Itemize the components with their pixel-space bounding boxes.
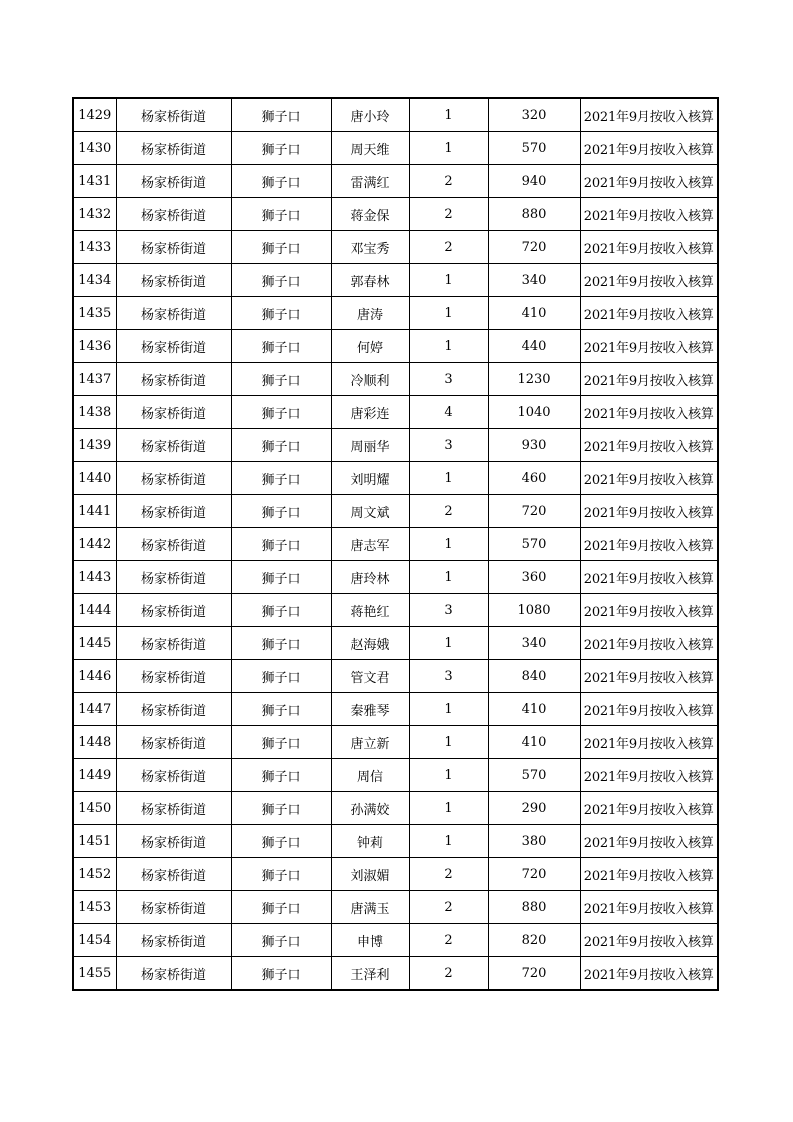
household-count: 2 [409, 924, 488, 957]
amount-value: 460 [488, 462, 580, 495]
person-name: 唐满玉 [331, 891, 409, 924]
street-name: 杨家桥街道 [116, 792, 231, 825]
note-text: 2021年9月按收入核算 [580, 528, 718, 561]
amount-value: 320 [488, 98, 580, 132]
street-name: 杨家桥街道 [116, 858, 231, 891]
community-name: 狮子口 [231, 825, 331, 858]
note-text: 2021年9月按收入核算 [580, 924, 718, 957]
person-name: 周信 [331, 759, 409, 792]
community-name: 狮子口 [231, 693, 331, 726]
person-name: 郭春林 [331, 264, 409, 297]
table-row [73, 957, 718, 991]
amount-value: 880 [488, 891, 580, 924]
community-name: 狮子口 [231, 660, 331, 693]
table-row [73, 297, 718, 330]
person-name: 唐涛 [331, 297, 409, 330]
table-row [73, 627, 718, 660]
community-name: 狮子口 [231, 330, 331, 363]
person-name: 何婷 [331, 330, 409, 363]
row-number: 1455 [73, 957, 116, 991]
community-name: 狮子口 [231, 231, 331, 264]
note-text: 2021年9月按收入核算 [580, 98, 718, 132]
household-count: 4 [409, 396, 488, 429]
street-name: 杨家桥街道 [116, 825, 231, 858]
table-row [73, 792, 718, 825]
community-name: 狮子口 [231, 726, 331, 759]
amount-value: 720 [488, 957, 580, 991]
street-name: 杨家桥街道 [116, 561, 231, 594]
table-row [73, 693, 718, 726]
row-number: 1435 [73, 297, 116, 330]
table-row [73, 594, 718, 627]
note-text: 2021年9月按收入核算 [580, 165, 718, 198]
household-count: 1 [409, 297, 488, 330]
amount-value: 440 [488, 330, 580, 363]
table-row [73, 825, 718, 858]
household-count: 1 [409, 792, 488, 825]
person-name: 刘淑媚 [331, 858, 409, 891]
street-name: 杨家桥街道 [116, 528, 231, 561]
amount-value: 720 [488, 495, 580, 528]
table-row [73, 396, 718, 429]
community-name: 狮子口 [231, 759, 331, 792]
household-count: 1 [409, 825, 488, 858]
person-name: 秦雅琴 [331, 693, 409, 726]
household-count: 1 [409, 561, 488, 594]
household-count: 1 [409, 627, 488, 660]
community-name: 狮子口 [231, 462, 331, 495]
note-text: 2021年9月按收入核算 [580, 231, 718, 264]
amount-value: 570 [488, 132, 580, 165]
household-count: 3 [409, 363, 488, 396]
note-text: 2021年9月按收入核算 [580, 759, 718, 792]
amount-value: 820 [488, 924, 580, 957]
community-name: 狮子口 [231, 132, 331, 165]
records-table [72, 97, 719, 991]
household-count: 2 [409, 165, 488, 198]
household-count: 1 [409, 528, 488, 561]
amount-value: 1080 [488, 594, 580, 627]
note-text: 2021年9月按收入核算 [580, 297, 718, 330]
person-name: 唐志军 [331, 528, 409, 561]
amount-value: 380 [488, 825, 580, 858]
street-name: 杨家桥街道 [116, 495, 231, 528]
person-name: 雷满红 [331, 165, 409, 198]
note-text: 2021年9月按收入核算 [580, 693, 718, 726]
amount-value: 410 [488, 297, 580, 330]
table-row [73, 231, 718, 264]
note-text: 2021年9月按收入核算 [580, 363, 718, 396]
community-name: 狮子口 [231, 98, 331, 132]
row-number: 1445 [73, 627, 116, 660]
table-row [73, 264, 718, 297]
amount-value: 1230 [488, 363, 580, 396]
note-text: 2021年9月按收入核算 [580, 264, 718, 297]
street-name: 杨家桥街道 [116, 594, 231, 627]
note-text: 2021年9月按收入核算 [580, 891, 718, 924]
household-count: 1 [409, 264, 488, 297]
household-count: 2 [409, 231, 488, 264]
person-name: 蒋金保 [331, 198, 409, 231]
row-number: 1444 [73, 594, 116, 627]
amount-value: 940 [488, 165, 580, 198]
table-row [73, 198, 718, 231]
household-count: 2 [409, 891, 488, 924]
community-name: 狮子口 [231, 792, 331, 825]
amount-value: 410 [488, 726, 580, 759]
row-number: 1437 [73, 363, 116, 396]
household-count: 2 [409, 198, 488, 231]
community-name: 狮子口 [231, 495, 331, 528]
street-name: 杨家桥街道 [116, 98, 231, 132]
row-number: 1449 [73, 759, 116, 792]
table-row [73, 660, 718, 693]
note-text: 2021年9月按收入核算 [580, 726, 718, 759]
row-number: 1436 [73, 330, 116, 363]
street-name: 杨家桥街道 [116, 462, 231, 495]
row-number: 1443 [73, 561, 116, 594]
table-row [73, 132, 718, 165]
community-name: 狮子口 [231, 396, 331, 429]
amount-value: 340 [488, 627, 580, 660]
amount-value: 720 [488, 858, 580, 891]
street-name: 杨家桥街道 [116, 198, 231, 231]
row-number: 1442 [73, 528, 116, 561]
person-name: 唐小玲 [331, 98, 409, 132]
street-name: 杨家桥街道 [116, 297, 231, 330]
household-count: 1 [409, 462, 488, 495]
household-count: 1 [409, 759, 488, 792]
household-count: 1 [409, 132, 488, 165]
community-name: 狮子口 [231, 627, 331, 660]
household-count: 1 [409, 693, 488, 726]
table-row [73, 726, 718, 759]
community-name: 狮子口 [231, 429, 331, 462]
note-text: 2021年9月按收入核算 [580, 858, 718, 891]
person-name: 冷顺利 [331, 363, 409, 396]
person-name: 蒋艳红 [331, 594, 409, 627]
person-name: 邓宝秀 [331, 231, 409, 264]
street-name: 杨家桥街道 [116, 759, 231, 792]
community-name: 狮子口 [231, 561, 331, 594]
note-text: 2021年9月按收入核算 [580, 132, 718, 165]
street-name: 杨家桥街道 [116, 165, 231, 198]
street-name: 杨家桥街道 [116, 330, 231, 363]
note-text: 2021年9月按收入核算 [580, 495, 718, 528]
street-name: 杨家桥街道 [116, 693, 231, 726]
amount-value: 340 [488, 264, 580, 297]
household-count: 3 [409, 594, 488, 627]
amount-value: 880 [488, 198, 580, 231]
household-count: 2 [409, 858, 488, 891]
person-name: 周丽华 [331, 429, 409, 462]
row-number: 1432 [73, 198, 116, 231]
community-name: 狮子口 [231, 957, 331, 991]
note-text: 2021年9月按收入核算 [580, 957, 718, 991]
person-name: 管文君 [331, 660, 409, 693]
row-number: 1438 [73, 396, 116, 429]
street-name: 杨家桥街道 [116, 264, 231, 297]
street-name: 杨家桥街道 [116, 396, 231, 429]
note-text: 2021年9月按收入核算 [580, 627, 718, 660]
community-name: 狮子口 [231, 363, 331, 396]
community-name: 狮子口 [231, 264, 331, 297]
note-text: 2021年9月按收入核算 [580, 561, 718, 594]
person-name: 唐彩连 [331, 396, 409, 429]
street-name: 杨家桥街道 [116, 627, 231, 660]
note-text: 2021年9月按收入核算 [580, 198, 718, 231]
community-name: 狮子口 [231, 924, 331, 957]
person-name: 钟莉 [331, 825, 409, 858]
table-row [73, 429, 718, 462]
note-text: 2021年9月按收入核算 [580, 396, 718, 429]
person-name: 刘明耀 [331, 462, 409, 495]
household-count: 1 [409, 726, 488, 759]
household-count: 3 [409, 660, 488, 693]
row-number: 1434 [73, 264, 116, 297]
note-text: 2021年9月按收入核算 [580, 825, 718, 858]
row-number: 1430 [73, 132, 116, 165]
street-name: 杨家桥街道 [116, 726, 231, 759]
person-name: 周天维 [331, 132, 409, 165]
table-row [73, 924, 718, 957]
household-count: 2 [409, 495, 488, 528]
table-row [73, 330, 718, 363]
community-name: 狮子口 [231, 891, 331, 924]
table-row [73, 858, 718, 891]
household-count: 1 [409, 98, 488, 132]
table-row [73, 891, 718, 924]
note-text: 2021年9月按收入核算 [580, 462, 718, 495]
person-name: 申博 [331, 924, 409, 957]
street-name: 杨家桥街道 [116, 924, 231, 957]
street-name: 杨家桥街道 [116, 231, 231, 264]
street-name: 杨家桥街道 [116, 957, 231, 991]
amount-value: 720 [488, 231, 580, 264]
person-name: 孙满姣 [331, 792, 409, 825]
table-row [73, 363, 718, 396]
row-number: 1447 [73, 693, 116, 726]
community-name: 狮子口 [231, 528, 331, 561]
table-row [73, 495, 718, 528]
row-number: 1441 [73, 495, 116, 528]
community-name: 狮子口 [231, 594, 331, 627]
table-row [73, 759, 718, 792]
row-number: 1446 [73, 660, 116, 693]
street-name: 杨家桥街道 [116, 660, 231, 693]
amount-value: 360 [488, 561, 580, 594]
row-number: 1429 [73, 98, 116, 132]
row-number: 1452 [73, 858, 116, 891]
amount-value: 410 [488, 693, 580, 726]
person-name: 王泽利 [331, 957, 409, 991]
note-text: 2021年9月按收入核算 [580, 660, 718, 693]
community-name: 狮子口 [231, 858, 331, 891]
household-count: 1 [409, 330, 488, 363]
amount-value: 570 [488, 759, 580, 792]
table-row [73, 528, 718, 561]
row-number: 1439 [73, 429, 116, 462]
amount-value: 570 [488, 528, 580, 561]
street-name: 杨家桥街道 [116, 429, 231, 462]
note-text: 2021年9月按收入核算 [580, 594, 718, 627]
table-row [73, 165, 718, 198]
note-text: 2021年9月按收入核算 [580, 792, 718, 825]
table-row [73, 462, 718, 495]
table-row [73, 98, 718, 132]
person-name: 唐立新 [331, 726, 409, 759]
row-number: 1451 [73, 825, 116, 858]
community-name: 狮子口 [231, 297, 331, 330]
street-name: 杨家桥街道 [116, 891, 231, 924]
amount-value: 840 [488, 660, 580, 693]
table-row [73, 561, 718, 594]
row-number: 1453 [73, 891, 116, 924]
person-name: 周文斌 [331, 495, 409, 528]
row-number: 1433 [73, 231, 116, 264]
records-body [73, 98, 718, 990]
row-number: 1440 [73, 462, 116, 495]
household-count: 3 [409, 429, 488, 462]
community-name: 狮子口 [231, 165, 331, 198]
row-number: 1431 [73, 165, 116, 198]
note-text: 2021年9月按收入核算 [580, 429, 718, 462]
row-number: 1448 [73, 726, 116, 759]
row-number: 1450 [73, 792, 116, 825]
amount-value: 1040 [488, 396, 580, 429]
household-count: 2 [409, 957, 488, 991]
street-name: 杨家桥街道 [116, 363, 231, 396]
person-name: 赵海娥 [331, 627, 409, 660]
community-name: 狮子口 [231, 198, 331, 231]
row-number: 1454 [73, 924, 116, 957]
amount-value: 290 [488, 792, 580, 825]
person-name: 唐玲林 [331, 561, 409, 594]
amount-value: 930 [488, 429, 580, 462]
street-name: 杨家桥街道 [116, 132, 231, 165]
note-text: 2021年9月按收入核算 [580, 330, 718, 363]
